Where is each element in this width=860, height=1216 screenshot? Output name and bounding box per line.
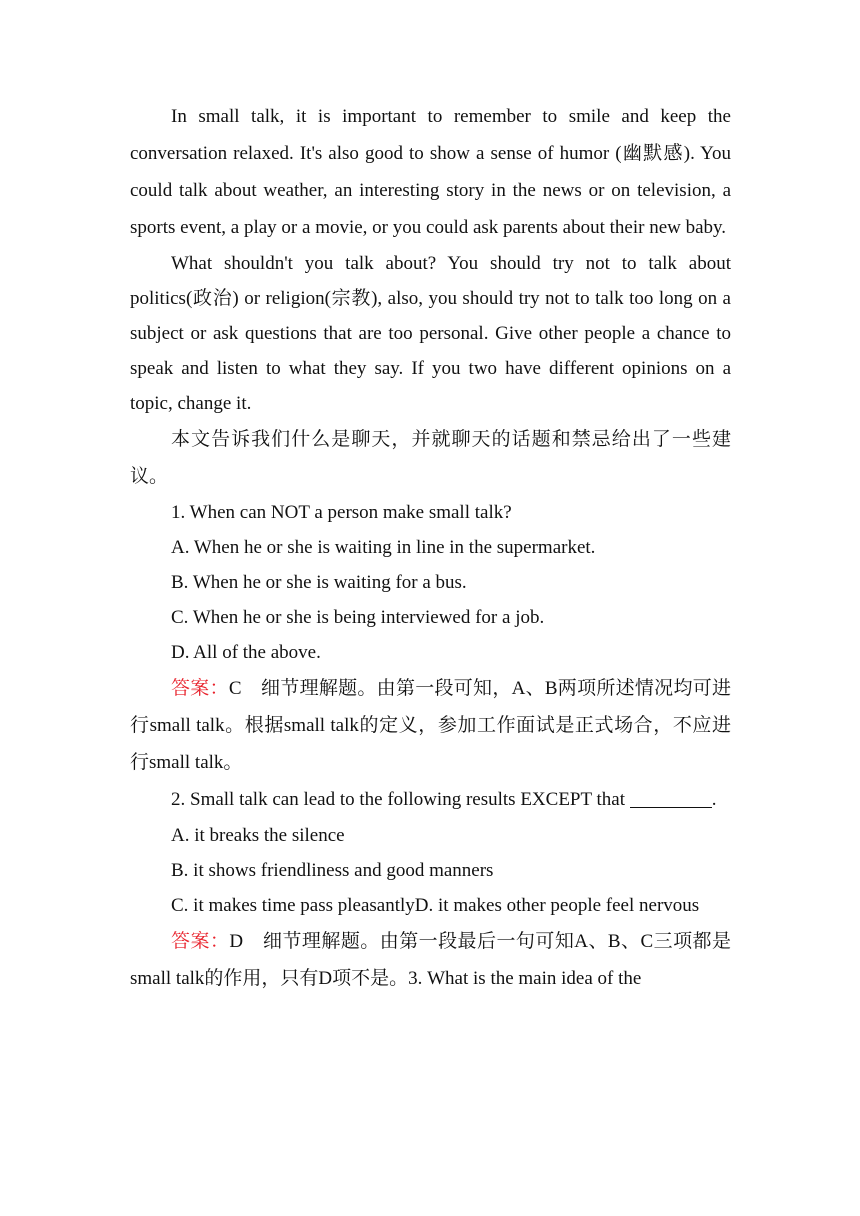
paragraph-small-talk-tips: In small talk, it is important to remember to smile and keep the conversation relaxed. It's also good to show a sense of humor (幽默感). You could talk about weather, an interesting story in the news or on television, a sports event, a play or a movie, or you could ask parents about their new baby. [130,106,731,238]
answer-label: 答案： [171,931,230,952]
question-1 [130,495,731,781]
question-2-explanation: D 细节理解题。由第一段最后一句可知A、B、C三项都是small talk的作用，只有D项不是。3. What is the main idea of the [130,931,731,989]
paragraph-topics-to-avoid: What shouldn't you talk about? You should try not to talk about politics(政治) or religion(宗教), also, you should try not to talk too long on a subject or ask questions that are too personal. Give other people a chance to speak and listen to what they say. If you two have different opinions on a topic, change it. [130,253,731,414]
question-1-answer [130,670,731,781]
question-2-stem-text: 2. Small talk can lead to the following results EXCEPT that [171,789,625,810]
question-2-option-c-d: C. it makes time pass pleasantlyD. it makes other people feel nervous [171,895,700,916]
question-2-stem [130,781,731,818]
question-1-option-c: C. When he or she is being interviewed for a job. [171,607,545,628]
question-1-option-a: A. When he or she is waiting in line in the supermarket. [171,537,596,558]
question-2-option-a: A. it breaks the silence [171,825,345,846]
question-1-option-b: B. When he or she is waiting for a bus. [171,572,467,593]
question-2-answer [130,923,731,997]
question-2-option-b: B. it shows friendliness and good manners [171,860,494,881]
question-2-stem-end: . [711,789,717,810]
answer-label: 答案： [171,678,229,699]
question-1-stem: 1. When can NOT a person make small talk? [171,502,512,523]
question-2 [130,781,731,997]
question-1-explanation: C 细节理解题。由第一段可知，A、B两项所述情况均可进行small talk。根据small talk的定义，参加工作面试是正式场合，不应进行small talk。 [130,678,731,773]
question-1-option-d: D. All of the above. [171,642,321,663]
passage-summary: 本文告诉我们什么是聊天，并就聊天的话题和禁忌给出了一些建议。 [130,429,731,487]
answer-blank [630,787,712,808]
